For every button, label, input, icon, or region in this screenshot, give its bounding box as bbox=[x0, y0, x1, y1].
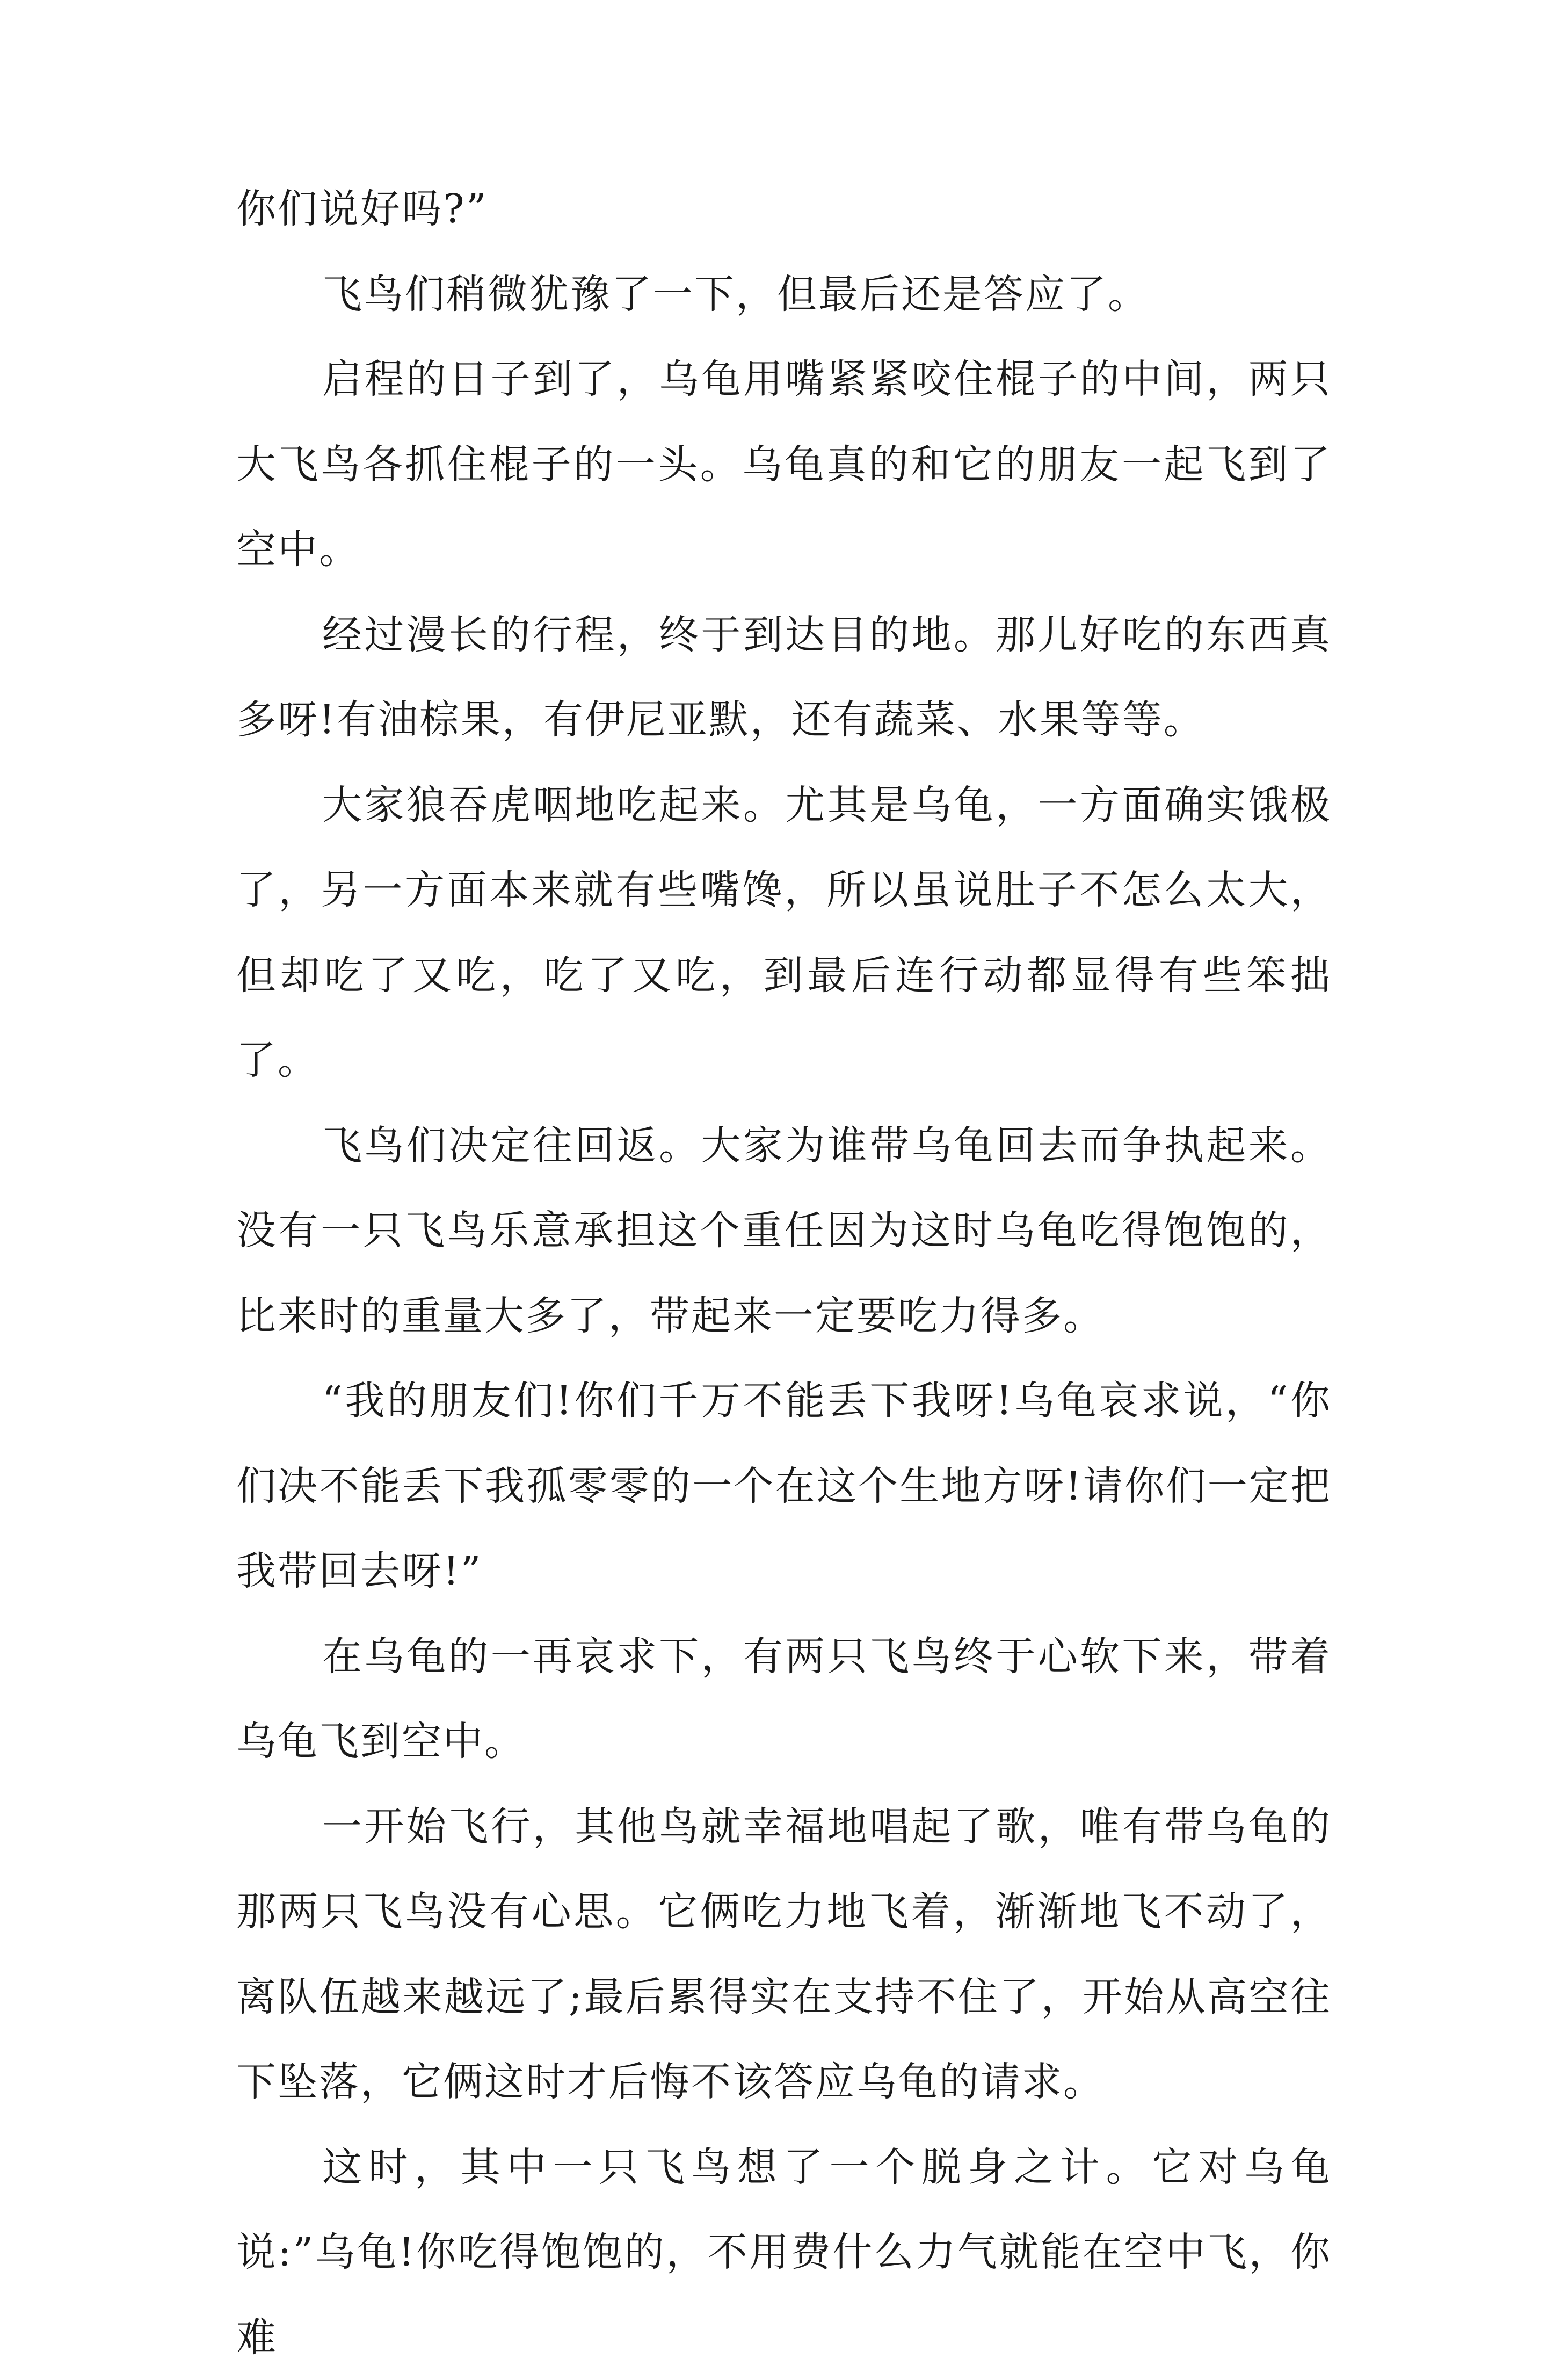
story-text bbox=[236, 167, 1332, 2380]
paragraph: 经过漫长的行程，终于到达目的地。那儿好吃的东西真多呀!有油棕果，有伊尼亚默，还有蔬菜、水果等等。 bbox=[236, 592, 1332, 763]
paragraph: 一开始飞行，其他鸟就幸福地唱起了歌，唯有带乌龟的那两只飞鸟没有心思。它俩吃力地飞着，渐渐地飞不动了，离队伍越来越远了;最后累得实在支持不住了，开始从高空往下坠落，它俩这时才后悔不该答应乌龟的请求。 bbox=[236, 1784, 1332, 2125]
paragraph: 在乌龟的一再哀求下，有两只飞鸟终于心软下来，带着乌龟飞到空中。 bbox=[236, 1614, 1332, 1784]
paragraph: 飞鸟们稍微犹豫了一下，但最后还是答应了。 bbox=[236, 252, 1332, 337]
paragraph: 启程的日子到了，乌龟用嘴紧紧咬住棍子的中间，两只大飞鸟各抓住棍子的一头。乌龟真的和它的朋友一起飞到了空中。 bbox=[236, 337, 1332, 592]
paragraph: 大家狼吞虎咽地吃起来。尤其是乌龟，一方面确实饿极了，另一方面本来就有些嘴馋，所以虽说肚子不怎么太大，但却吃了又吃，吃了又吃，到最后连行动都显得有些笨拙了。 bbox=[236, 763, 1332, 1103]
paragraph: 你们说好吗?” bbox=[236, 167, 1332, 252]
paragraph: “我的朋友们!你们千万不能丢下我呀!乌龟哀求说，“你们决不能丢下我孤零零的一个在这个生地方呀!请你们一定把我带回去呀!” bbox=[236, 1358, 1332, 1614]
paragraph: 飞鸟们决定往回返。大家为谁带乌龟回去而争执起来。没有一只飞鸟乐意承担这个重任因为这时乌龟吃得饱饱的，比来时的重量大多了，带起来一定要吃力得多。 bbox=[236, 1103, 1332, 1359]
paragraph: 这时，其中一只飞鸟想了一个脱身之计。它对乌龟说:”乌龟!你吃得饱饱的，不用费什么力气就能在空中飞，你难 bbox=[236, 2125, 1332, 2380]
